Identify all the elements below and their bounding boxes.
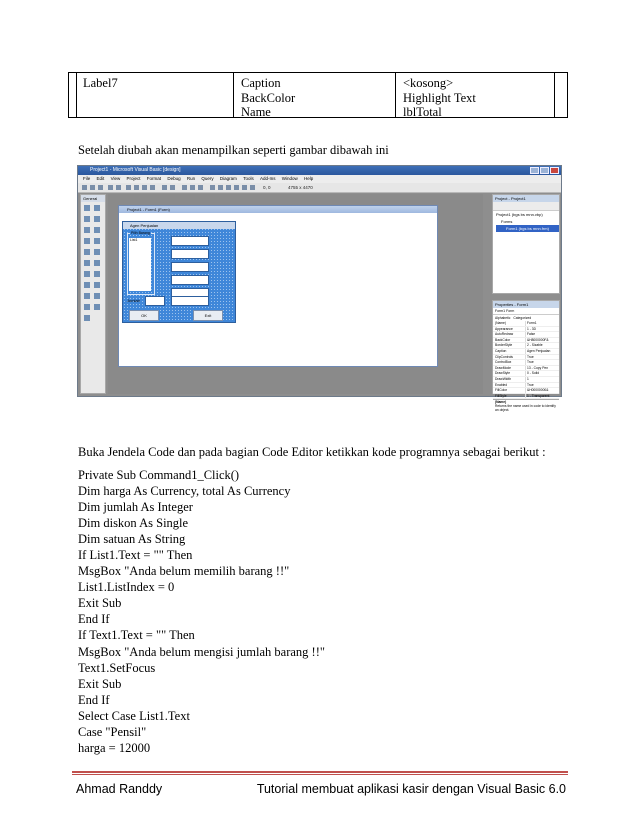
data-view-icon xyxy=(250,185,255,190)
property-key: Enabled xyxy=(495,382,508,387)
menu-editor-icon xyxy=(98,185,103,190)
properties-description xyxy=(493,399,559,412)
vscroll-tool-icon xyxy=(94,260,100,266)
property-name: BackColor xyxy=(241,90,296,105)
exit-button: Exit xyxy=(193,310,223,321)
textbox xyxy=(171,236,209,246)
property-key: DrawWidth xyxy=(495,376,512,381)
cut-icon xyxy=(126,185,131,190)
toolbox-header: General xyxy=(81,195,105,202)
property-val: &H00000000& xyxy=(525,388,559,393)
listbox-tool-icon xyxy=(94,249,100,255)
properties-icon xyxy=(218,185,223,190)
property-val: Form1 xyxy=(525,321,559,326)
label-jumlah: Jumlah xyxy=(127,298,140,303)
redo-icon xyxy=(170,185,175,190)
tab-alphabetic: Alphabetic xyxy=(495,316,511,320)
code-listing xyxy=(78,467,325,756)
find-icon xyxy=(150,185,155,190)
properties-panel xyxy=(492,300,560,413)
form-agen-penjualan xyxy=(122,221,236,323)
shape-tool-icon xyxy=(84,293,90,299)
table-divider xyxy=(395,73,396,117)
property-val: True xyxy=(525,383,559,388)
textbox-total xyxy=(171,296,209,306)
property-key: BorderStyle xyxy=(495,343,513,348)
property-val: 1 - 3D xyxy=(525,327,559,332)
toolbox-icon xyxy=(242,185,247,190)
ide-title: Project1 - Microsoft Visual Basic [design] xyxy=(90,167,181,173)
list-item: List1 xyxy=(130,238,138,242)
option-tool-icon xyxy=(94,238,100,244)
close-icon xyxy=(550,167,559,174)
add-project-icon xyxy=(82,185,87,190)
form-title: Agen Penjualan xyxy=(130,223,159,228)
menu-file: File xyxy=(83,176,91,181)
project-tree xyxy=(493,211,559,232)
object-browser-icon xyxy=(234,185,239,190)
code-line: Dim diskon As Single xyxy=(78,516,189,531)
menu-addins: Add-Ins xyxy=(259,176,276,181)
ok-button: OK xyxy=(129,310,159,321)
property-key: AutoRedraw xyxy=(495,332,514,337)
control-name: Label7 xyxy=(83,76,118,90)
menu-debug: Debug xyxy=(167,176,181,181)
frame-label: Pilih Barang xyxy=(131,231,150,235)
form-title-bar xyxy=(123,222,235,229)
footer-rule xyxy=(72,771,568,773)
property-key: Appearance xyxy=(495,326,513,331)
code-line: Case "Pensil" xyxy=(78,724,147,739)
ole-tool-icon xyxy=(84,315,90,321)
property-name: Caption xyxy=(241,76,281,90)
table-divider xyxy=(233,73,234,117)
code-line: Private Sub Command1_Click() xyxy=(78,468,240,482)
paragraph-after-change: Setelah diubah akan menampilkan seperti gambar dibawah ini xyxy=(78,143,389,157)
footer-rule xyxy=(72,774,568,775)
table-cell-properties xyxy=(241,76,295,120)
property-value: <kosong> xyxy=(403,76,454,90)
drive-tool-icon xyxy=(94,271,100,277)
menu-project: Project xyxy=(126,176,141,181)
textbox-jumlah xyxy=(145,296,165,306)
vb6-screenshot xyxy=(77,165,562,413)
property-val: Agen Penjualan xyxy=(525,349,559,354)
maximize-icon xyxy=(540,167,549,174)
property-key: BackColor xyxy=(495,337,511,342)
table-border xyxy=(76,73,77,117)
button-tool-icon xyxy=(94,227,100,233)
properties-title: Properties - Form1 xyxy=(493,301,559,308)
textbox xyxy=(171,249,209,259)
property-value: Highlight Text xyxy=(403,90,476,105)
tree-item-project: Project1 (bgs bs mnn.vbp) xyxy=(496,212,543,217)
textbox xyxy=(171,275,209,285)
code-line: End If xyxy=(78,692,110,707)
description-text: Returns the name used in code to identify an object. xyxy=(495,404,556,413)
property-key: ClipControls xyxy=(495,354,513,359)
code-line: Dim harga As Currency, total As Currency xyxy=(78,484,291,499)
menu-query: Query xyxy=(201,176,214,181)
textbox-tool-icon xyxy=(94,216,100,222)
table-border xyxy=(554,73,555,117)
copy-icon xyxy=(134,185,139,190)
textbox xyxy=(171,262,209,272)
menu-window: Window xyxy=(281,176,298,181)
dir-tool-icon xyxy=(84,282,90,288)
property-val: &H8000000F& xyxy=(525,338,559,343)
end-icon xyxy=(198,185,203,190)
image-tool-icon xyxy=(84,304,90,310)
frame-tool-icon xyxy=(84,227,90,233)
timer-tool-icon xyxy=(84,271,90,277)
property-table xyxy=(68,72,568,118)
property-val: 0 - Solid xyxy=(525,371,559,376)
project-explorer-title: Project - Project1 xyxy=(493,195,559,202)
code-line: MsgBox "Anda belum mengisi jumlah barang !!" xyxy=(78,644,325,659)
project-explorer-panel xyxy=(492,194,560,294)
combobox-tool-icon xyxy=(84,249,90,255)
property-key: Caption xyxy=(495,348,507,353)
project-explorer-icon xyxy=(210,185,215,190)
menu-view: View xyxy=(110,176,121,181)
menu-diagram: Diagram xyxy=(219,176,237,181)
code-line: Dim satuan As String xyxy=(78,532,186,547)
code-line: Exit Sub xyxy=(78,596,122,611)
project-explorer-toolbar xyxy=(493,202,559,211)
pointer-tool-icon xyxy=(84,205,90,211)
code-line: If List1.Text = "" Then xyxy=(78,548,193,563)
properties-object-select: Form1 Form xyxy=(493,308,559,315)
picturebox-tool-icon xyxy=(94,205,100,211)
description-title: (Name) xyxy=(495,400,507,405)
property-val: 1 xyxy=(525,377,559,382)
paste-icon xyxy=(142,185,147,190)
line-tool-icon xyxy=(94,293,100,299)
undo-icon xyxy=(162,185,167,190)
property-key: FillStyle xyxy=(495,393,507,398)
list-barang xyxy=(129,238,151,291)
menu-run: Run xyxy=(186,176,196,181)
menu-edit: Edit xyxy=(96,176,105,181)
property-value: lblTotal xyxy=(403,105,442,119)
code-line: List1.ListIndex = 0 xyxy=(78,580,175,595)
open-icon xyxy=(108,185,113,190)
tab-categorized: Categorized xyxy=(513,316,532,320)
menu-tools: Tools xyxy=(243,176,254,181)
label-tool-icon xyxy=(84,216,90,222)
code-line: harga = 12000 xyxy=(78,740,151,755)
properties-grid xyxy=(493,321,559,399)
position-readout: 0, 0 xyxy=(263,185,271,190)
hscroll-tool-icon xyxy=(84,260,90,266)
save-icon xyxy=(116,185,121,190)
toolbox-panel xyxy=(80,194,106,394)
window-controls xyxy=(530,167,559,174)
add-form-icon xyxy=(90,185,95,190)
start-icon xyxy=(182,185,187,190)
file-tool-icon xyxy=(94,282,100,288)
property-val: 2 - Sizable xyxy=(525,343,559,348)
form-designer-title: Project1 - Form1 (Form) xyxy=(127,207,170,212)
minimize-icon xyxy=(530,167,539,174)
property-key: ControlBox xyxy=(495,360,512,365)
code-line: Exit Sub xyxy=(78,676,122,691)
tree-item-form1: Form1 (bgs bs mnn.frm) xyxy=(496,225,559,232)
property-key: FillColor xyxy=(495,388,508,393)
property-val: True xyxy=(525,355,559,360)
code-line: MsgBox "Anda belum memilih barang !!" xyxy=(78,564,290,579)
ide-title-bar xyxy=(78,166,561,175)
paragraph-open-code: Buka Jendela Code dan pada bagian Code Editor ketikkan kode programnya sebagai berikut : xyxy=(78,445,546,459)
property-name: Name xyxy=(241,105,271,119)
code-line: Text1.SetFocus xyxy=(78,660,156,675)
form-layout-icon xyxy=(226,185,231,190)
checkbox-tool-icon xyxy=(84,238,90,244)
table-cell-values xyxy=(403,76,476,120)
property-val: 1 - Transparent xyxy=(525,394,559,399)
property-key: (Name) xyxy=(495,321,506,325)
form-designer-title-bar xyxy=(119,206,437,213)
property-key: DrawMode xyxy=(495,365,511,370)
property-val: False xyxy=(525,332,559,337)
property-val: 13 - Copy Pen xyxy=(525,366,559,371)
tree-item-forms: Forms xyxy=(501,219,513,224)
footer-title: Tutorial membuat aplikasi kasir dengan Visual Basic 6.0 xyxy=(256,782,566,796)
data-tool-icon xyxy=(94,304,100,310)
code-line: End If xyxy=(78,612,110,627)
code-line: If Text1.Text = "" Then xyxy=(78,628,195,643)
property-key: DrawStyle xyxy=(495,371,511,376)
size-readout: 4755 x 4470 xyxy=(288,185,313,190)
table-cell-control xyxy=(83,76,118,91)
menu-format: Format xyxy=(146,176,162,181)
break-icon xyxy=(190,185,195,190)
footer-author: Ahmad Randdy xyxy=(76,782,163,796)
code-line: Dim jumlah As Integer xyxy=(78,500,193,515)
ide-toolbar xyxy=(78,183,561,193)
ide-menu-bar xyxy=(78,175,561,183)
menu-help: Help xyxy=(304,176,314,181)
property-val: True xyxy=(525,360,559,365)
code-line: Select Case List1.Text xyxy=(78,708,190,723)
